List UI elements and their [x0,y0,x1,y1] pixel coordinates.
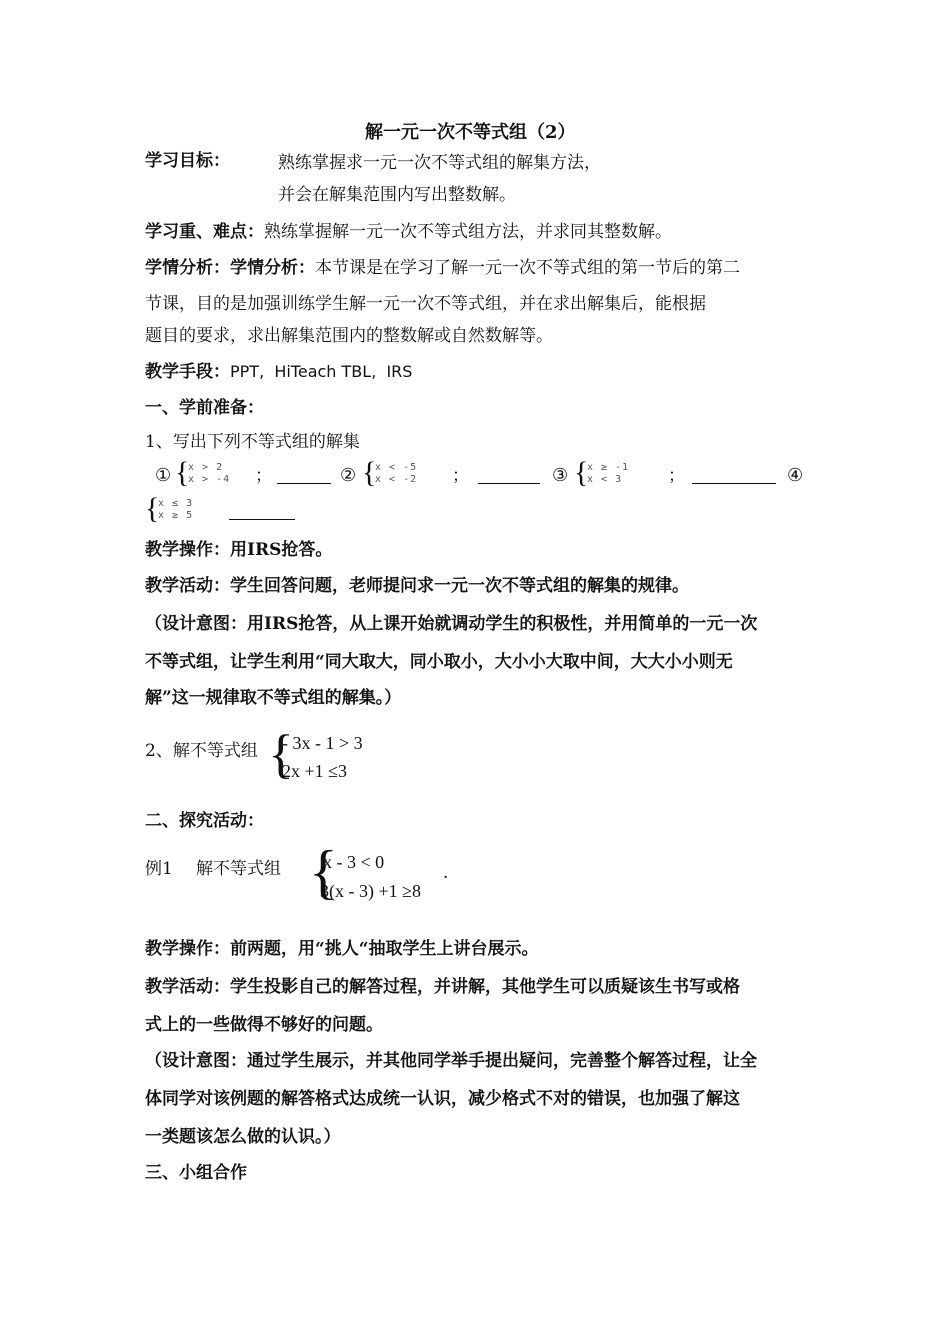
objectives-line-1: 熟练掌握求一元一次不等式组的解集方法， [278,153,601,173]
section-2-activity-2: 式上的一些做得不够好的问题。 [145,1015,383,1035]
analysis-label: 学情分析：学情分析： [145,258,315,278]
q1-item-3-blank[interactable] [692,483,776,484]
question-2-top: - 3x - 1 > 3 [282,733,363,753]
teaching-means-row [145,361,412,383]
objectives-label: 学习目标： [145,151,230,171]
section-2-design-3: 一类题该怎么做的认识。） [145,1127,341,1147]
example-1-label: 例1 [145,859,173,879]
example-1-top: x - 3 < 0 [323,852,385,872]
analysis-line-3: 题目的要求，求出解集范围内的整数解或自然数解等。 [145,326,553,346]
q1-item-2 [340,456,550,492]
page-title: 解一元一次不等式组（2） [365,122,576,143]
example-1-end: . [443,863,449,883]
objectives-line-2: 并会在解集范围内写出整数解。 [278,185,516,205]
section-3-heading: 三、小组合作 [145,1163,247,1183]
q1-item-2-number: ② [340,465,357,486]
q1-item-1-sep: ； [255,466,272,486]
q1-item-1-brace: { [175,456,190,489]
q1-item-4-top: x ≤ 3 [158,498,194,509]
section-1-operation: 教学操作：用IRS抢答。 [145,540,333,560]
q1-item-4 [145,492,305,528]
q1-item-1-blank[interactable] [277,483,331,484]
question-2-brace: { [268,724,294,784]
key-points-row [145,221,672,243]
question-1: 1、写出下列不等式组的解集 [145,432,360,452]
q1-item-1-top: x > 2 [188,462,224,473]
q1-item-2-bottom: x < -2 [375,474,418,485]
analysis-text-1: 本节课是在学习了解一元一次不等式组的第一节后的第二 [315,258,740,278]
q1-item-3-sep: ； [668,466,685,486]
example-1-text: 解不等式组 [196,859,281,879]
section-2-activity-1: 教学活动：学生投影自己的解答过程，并讲解，其他学生可以质疑该生书写或格 [145,977,740,997]
example-1-bottom: 3(x - 3) +1 ≥8 [320,881,422,901]
q1-item-1-bottom: x > -4 [188,474,231,485]
q1-item-4-number: ④ [787,465,804,486]
q1-item-4-number-wrap [787,460,817,492]
teaching-means-label: 教学手段： [145,362,230,382]
section-1-heading: 一、学前准备： [145,398,264,418]
q1-item-2-blank[interactable] [478,483,540,484]
q1-item-4-bottom: x ≥ 5 [158,510,194,521]
q1-item-2-brace: { [362,456,377,489]
analysis-line-2: 节课，目的是加强训练学生解一元一次不等式组，并在求出解集后，能根据 [145,294,706,314]
q1-item-3-brace: { [574,456,589,489]
teaching-means-text: PPT, HiTeach TBL, IRS [230,362,413,381]
q1-item-3 [552,456,782,492]
section-1-design-1: （设计意图：用IRS抢答，从上课开始就调动学生的积极性，并用简单的一元一次 [145,614,758,634]
example-1-brace: { [309,839,338,905]
q1-item-1 [155,456,335,492]
section-1-activity: 教学活动：学生回答问题，老师提问求一元一次不等式组的解集的规律。 [145,576,689,596]
key-points-label: 学习重、难点： [145,222,264,242]
analysis-line-1 [145,257,740,279]
q1-item-3-number: ③ [552,465,569,486]
section-2-design-1: （设计意图：通过学生展示，并其他同学举手提出疑问，完善整个解答过程，让全 [145,1051,757,1071]
question-2: 2、解不等式组 [145,741,258,761]
key-points-text: 熟练掌握解一元一次不等式组方法，并求同其整数解。 [264,222,672,242]
section-2-heading: 二、探究活动： [145,811,264,831]
question-2-bottom: 2x +1 ≤3 [282,761,348,781]
section-2-design-2: 体同学对该例题的解答格式达成统一认识，减少格式不对的错误，也加强了解这 [145,1089,740,1109]
q1-item-2-top: x < -5 [375,462,418,473]
q1-item-4-blank[interactable] [229,519,295,520]
section-1-design-3: 解”这一规律取不等式组的解集。） [145,688,402,708]
q1-item-4-brace: { [145,492,160,525]
section-2-operation: 教学操作：前两题，用“挑人“抽取学生上讲台展示。 [145,939,539,959]
section-1-design-2: 不等式组，让学生利用“同大取大，同小取小，大小小大取中间，大大小小则无 [145,652,733,672]
q1-item-1-number: ① [155,465,172,486]
q1-item-2-sep: ； [452,466,469,486]
q1-item-3-top: x ≥ -1 [587,462,630,473]
q1-item-3-bottom: x < 3 [587,474,623,485]
